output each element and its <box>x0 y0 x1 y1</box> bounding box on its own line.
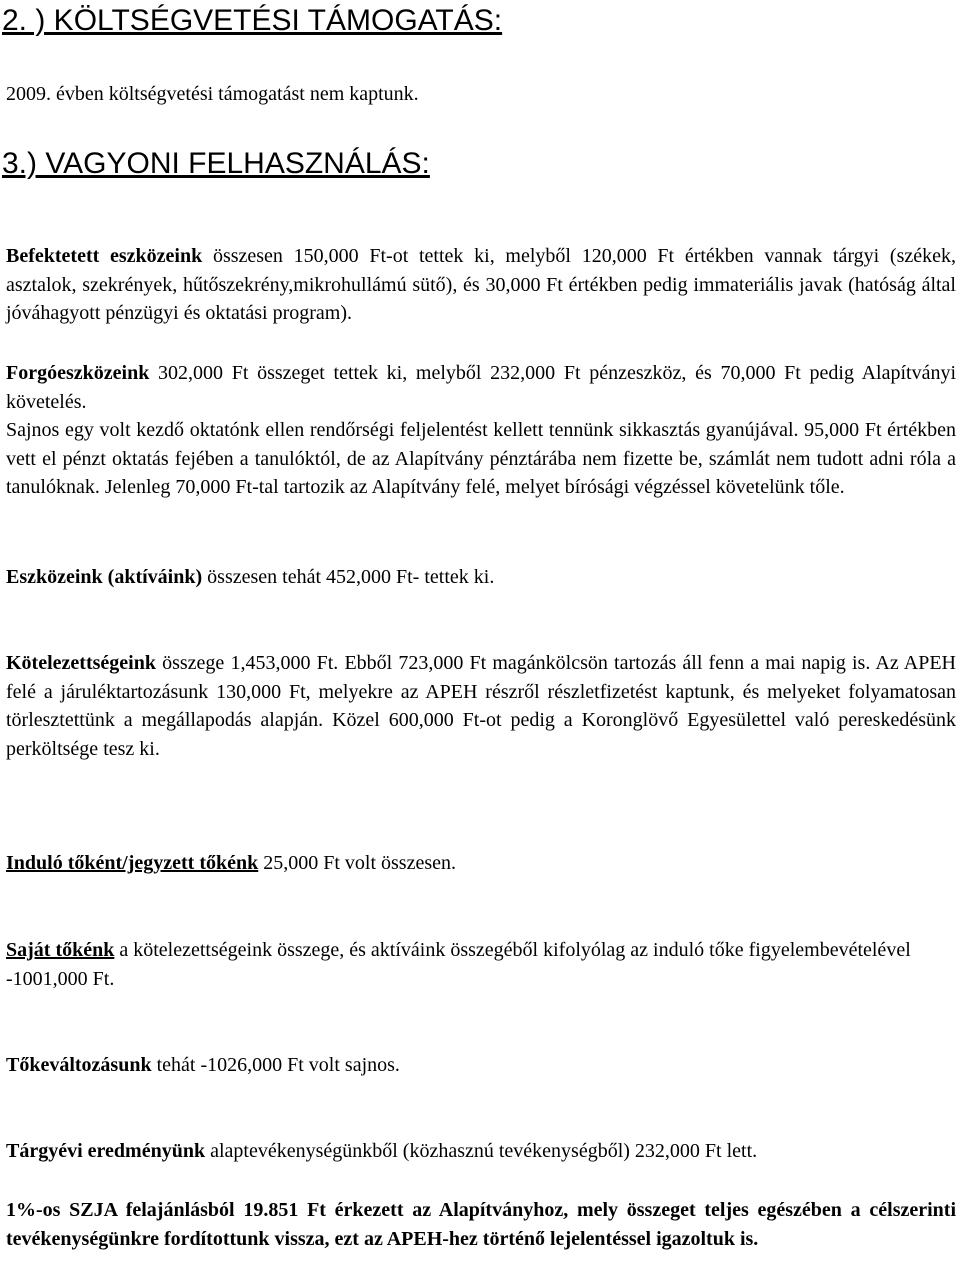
kotelezettseg-paragraph <box>6 649 956 763</box>
tokevaltozas-label: Tőkeváltozásunk <box>6 1054 152 1076</box>
tokevaltozas-text: tehát -1026,000 Ft volt sajnos. <box>151 1054 400 1076</box>
section-3-heading: 3.) VAGYONI FELHASZNÁLÁS: <box>2 147 430 180</box>
section-2-heading: 2. ) KÖLTSÉGVETÉSI TÁMOGATÁS: <box>2 4 503 37</box>
befektetett-label: Befektetett eszközeink <box>6 245 203 267</box>
eszkozeink-label: Eszközeink (aktíváink) <box>6 566 203 588</box>
section-2-text: 2009. évben költségvetési támogatást nem kaptunk. <box>6 83 419 105</box>
sajat-text: a kötelezettségeink összege, és aktíváink összegéből kifolyólag az induló tőke figyelembevételével -1001,000 Ft. <box>6 939 911 990</box>
szja-paragraph: 1%-os SZJA felajánlásból 19.851 Ft érkezett az Alapítványhoz, mely összeget teljes egészében a célszerinti tevékenységünkre fordítottunk vissza, ezt az APEH-hez történő lejelentéssel igazoltuk is. <box>6 1199 956 1250</box>
sajat-label: Saját tőkénk <box>6 939 115 961</box>
eszkozeink-text: összesen tehát 452,000 Ft- tettek ki. <box>202 566 495 588</box>
indulo-paragraph <box>6 849 956 878</box>
sikkasztas-paragraph: Sajnos egy volt kezdő oktatónk ellen rendőrségi feljelentést kellett tennünk sikkasztás gyanújával. 95,000 Ft értékben vett el pénzt oktatás fejében a tanulóktól, de az Alapítvány pénztárába nem fizette be, számlát nem tudott adni róla a tanulóknak. Jelenleg 70,000 Ft-tal tartozik az Alapítvány felé, melyet bírósági végzéssel követelünk tőle. <box>6 419 956 498</box>
sajat-paragraph <box>6 936 956 993</box>
forgo-label: Forgóeszközeink <box>6 362 150 384</box>
indulo-label: Induló tőként/jegyzett tőkénk <box>6 852 259 874</box>
befektetett-text: összesen 150,000 Ft-ot tettek ki, melyből 120,000 Ft értékben vannak tárgyi (székek, asztalok, szekrények, hűtőszekrény,mikrohullámú sütő), és 30,000 Ft értékben pedig immateriális javak (hatóság által jóváhagyott pénzügyi és oktatási program). <box>6 245 956 324</box>
tokevaltozas-paragraph <box>6 1051 956 1080</box>
forgo-paragraph <box>6 359 956 416</box>
targyevi-paragraph <box>6 1137 956 1166</box>
targyevi-text: alaptevékenységünkből (közhasznú tevékenységből) 232,000 Ft lett. <box>205 1140 758 1162</box>
befektetett-paragraph <box>6 242 956 328</box>
indulo-text: 25,000 Ft volt összesen. <box>258 852 457 874</box>
targyevi-label: Tárgyévi eredményünk <box>6 1140 206 1162</box>
forgo-text: 302,000 Ft összeget tettek ki, melyből 232,000 Ft pénzeszköz, és 70,000 Ft pedig Alapítványi követelés. <box>6 362 956 413</box>
eszkozeink-paragraph <box>6 563 956 592</box>
kotelezettseg-label: Kötelezettségeink <box>6 652 156 674</box>
kotelezettseg-text: összege 1,453,000 Ft. Ebből 723,000 Ft magánkölcsön tartozás áll fenn a mai napig is. Az APEH felé a járuléktartozásunk 130,000 Ft, melyekre az APEH részről részletfizetést kaptunk, és melyeket folyamatosan törlesztettünk a megállapodás alapján. Közel 600,000 Ft-ot pedig a Koronglövő Egyesülettel való pereskedésünk perköltsége tesz ki. <box>6 652 956 760</box>
